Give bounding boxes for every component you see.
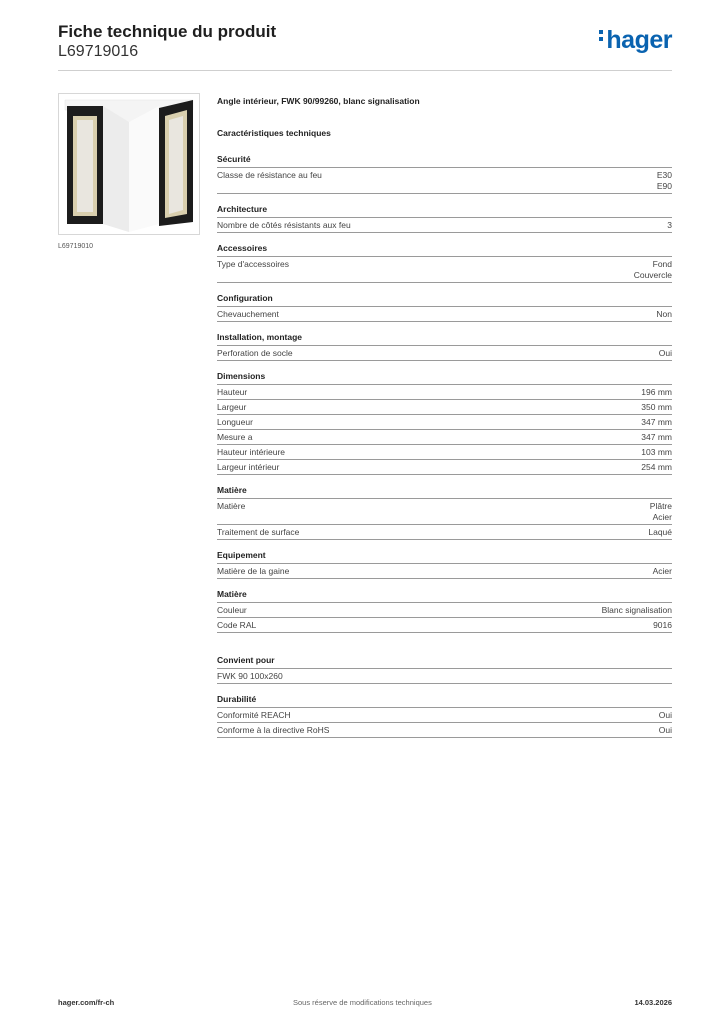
spec-row: [217, 400, 672, 415]
spec-row: [217, 307, 672, 322]
section-title: Architecture: [217, 204, 672, 218]
spec-values: [602, 605, 672, 616]
spec-sections: [217, 154, 672, 633]
product-image: [58, 93, 200, 235]
section-title: Matière: [217, 485, 672, 499]
spec-row: [217, 346, 672, 361]
section-title: Equipement: [217, 550, 672, 564]
spec-section: [217, 332, 672, 361]
spec-values: [656, 309, 672, 320]
logo-text: hager: [606, 26, 672, 54]
spec-row: [217, 708, 672, 723]
spec-value: 196 mm: [641, 387, 672, 397]
spec-values: [659, 725, 672, 736]
section-title: Durabilité: [217, 694, 672, 708]
spec-label: Matière de la gaine: [217, 566, 290, 576]
spec-row: [217, 415, 672, 430]
spec-value: 3: [667, 220, 672, 230]
spec-values: [653, 566, 672, 577]
spec-label: Nombre de côtés résistants aux feu: [217, 220, 351, 230]
spec-label: Longueur: [217, 417, 253, 427]
spec-section: [217, 589, 672, 633]
page-header: [58, 20, 672, 71]
spec-row: [217, 168, 672, 194]
spec-row: [217, 669, 672, 684]
spec-row: [217, 218, 672, 233]
spec-label: FWK 90 100x260: [217, 671, 283, 681]
tech-heading: Caractéristiques techniques: [217, 128, 331, 138]
footer-notice: Sous réserve de modifications techniques: [293, 998, 432, 1007]
spec-label: Conformité REACH: [217, 710, 291, 720]
spec-value: 347 mm: [641, 417, 672, 427]
image-caption: L69719010: [58, 243, 94, 250]
spec-values: [641, 402, 672, 413]
spec-value: 103 mm: [641, 447, 672, 457]
spec-value: 350 mm: [641, 402, 672, 412]
spec-row: [217, 430, 672, 445]
spec-row: [217, 723, 672, 738]
spec-value: 347 mm: [641, 432, 672, 442]
spec-column: [217, 96, 672, 748]
spec-row: [217, 460, 672, 475]
spec-values: [641, 432, 672, 443]
spec-values: [667, 220, 672, 231]
spec-label: Matière: [217, 501, 246, 511]
spec-value: Acier: [652, 566, 672, 576]
spec-row: [217, 525, 672, 540]
spec-sections-extra: [217, 655, 672, 738]
spec-value: Couvercle: [633, 270, 672, 280]
spec-value: Oui: [658, 348, 672, 358]
spec-label: Code RAL: [217, 620, 257, 630]
spec-row: [217, 564, 672, 579]
spec-value: Acier: [652, 512, 672, 522]
logo-dots-icon: [599, 27, 604, 44]
spec-section: [217, 655, 672, 684]
spec-label: Conforme à la directive RoHS: [217, 725, 330, 735]
spec-label: Chevauchement: [217, 309, 279, 319]
spec-values: [641, 447, 672, 458]
spec-value: E90: [656, 181, 672, 191]
spec-values: [659, 710, 672, 721]
spec-value: Plâtre: [649, 501, 672, 511]
spec-value: E30: [656, 170, 672, 180]
spacer: [217, 643, 672, 655]
spec-row: [217, 445, 672, 460]
section-title: Sécurité: [217, 154, 672, 168]
product-reference: L69719016: [58, 43, 139, 60]
spec-value: Blanc signalisation: [601, 605, 672, 615]
spec-value: Fond: [652, 259, 672, 269]
spec-value: 254 mm: [641, 462, 672, 472]
spec-values: [657, 170, 672, 192]
section-title: Matière: [217, 589, 672, 603]
section-title: Convient pour: [217, 655, 672, 669]
spec-values: [641, 387, 672, 398]
footer-date: 14.03.2026: [634, 998, 672, 1007]
spec-label: Hauteur: [217, 387, 248, 397]
spec-value: Oui: [658, 725, 672, 735]
spec-row: [217, 603, 672, 618]
footer-website[interactable]: hager.com/fr-ch: [58, 998, 115, 1007]
section-title: Accessoires: [217, 243, 672, 257]
spec-section: [217, 694, 672, 738]
spec-label: Hauteur intérieure: [217, 447, 286, 457]
spec-label: Classe de résistance au feu: [217, 170, 322, 180]
spec-value: Laqué: [648, 527, 672, 537]
spec-value: Non: [656, 309, 672, 319]
spec-section: [217, 204, 672, 233]
spec-row: [217, 499, 672, 525]
section-title: Dimensions: [217, 371, 672, 385]
spec-label: Mesure a: [217, 432, 253, 442]
spec-label: Largeur: [217, 402, 247, 412]
spec-value: 9016: [653, 620, 672, 630]
product-description: Angle intérieur, FWK 90/99260, blanc signalisation: [217, 96, 420, 106]
page-title: Fiche technique du produit: [58, 22, 277, 41]
section-title: Configuration: [217, 293, 672, 307]
spec-row: [217, 257, 672, 283]
product-corner-duct-image: [59, 94, 199, 234]
spec-label: Traitement de surface: [217, 527, 300, 537]
spec-label: Largeur intérieur: [217, 462, 280, 472]
spec-values: [641, 462, 672, 473]
spec-section: [217, 485, 672, 540]
spec-section: [217, 293, 672, 322]
spec-label: Type d'accessoires: [217, 259, 290, 269]
spec-section: [217, 550, 672, 579]
spec-values: [641, 417, 672, 428]
spec-values: [650, 501, 672, 523]
section-title: Installation, montage: [217, 332, 672, 346]
spec-values: [634, 259, 672, 281]
spec-values: [648, 527, 672, 538]
spec-row: [217, 618, 672, 633]
spec-row: [217, 385, 672, 400]
spec-values: [659, 348, 672, 359]
hager-logo: [599, 26, 672, 55]
spec-section: [217, 154, 672, 194]
spec-value: Oui: [658, 710, 672, 720]
spec-label: Perforation de socle: [217, 348, 293, 358]
spec-values: [653, 620, 672, 631]
spec-label: Couleur: [217, 605, 247, 615]
spec-section: [217, 371, 672, 475]
spec-section: [217, 243, 672, 283]
